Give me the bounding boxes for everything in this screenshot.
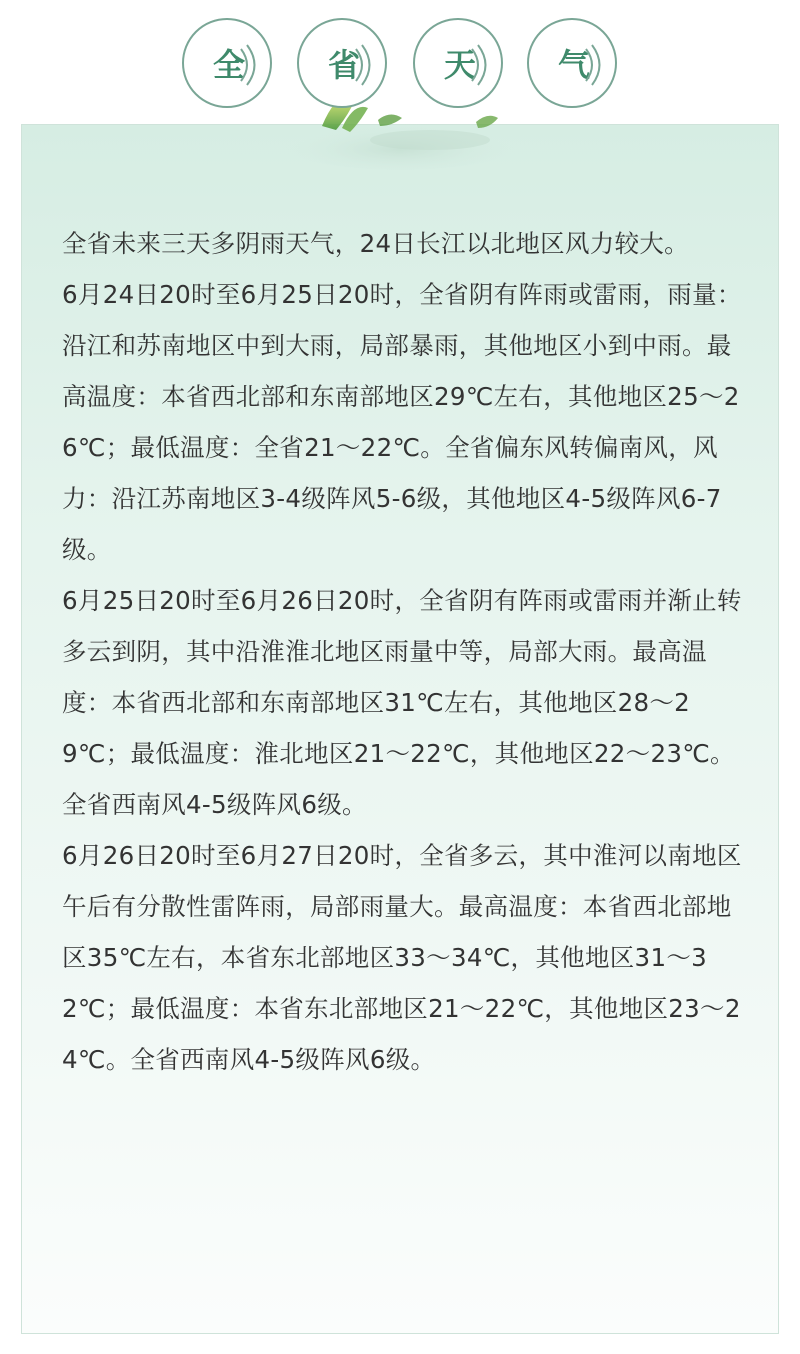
sound-wave-icon [583, 44, 603, 86]
title-char-3: 天 [443, 46, 476, 84]
sound-wave-icon [238, 44, 258, 86]
title-circle-2 [297, 18, 387, 108]
sound-wave-icon [353, 44, 373, 86]
forecast-text [62, 218, 742, 1085]
title-circle-3 [413, 18, 503, 108]
forecast-period-2: 6月25日20时至6月26日20时，全省阴有阵雨或雷雨并渐止转多云到阴，其中沿淮淮北地区雨量中等，局部大雨。最高温度：本省西北部和东南部地区31℃左右，其他地区28～29℃；最低温度：淮北地区21～22℃，其他地区22～23℃。全省西南风4-5级阵风6级。 [62, 586, 742, 819]
forecast-period-3: 6月26日20时至6月27日20时，全省多云，其中淮河以南地区午后有分散性雷阵雨，局部雨量大。最高温度：本省西北部地区35℃左右，本省东北部地区33～34℃，其他地区31～32℃；最低温度：本省东北部地区21～22℃，其他地区23～24℃。全省西南风4-5级阵风6级。 [62, 841, 742, 1074]
title-banner [0, 18, 800, 118]
forecast-period-1: 6月24日20时至6月25日20时，全省阴有阵雨或雷雨，雨量：沿江和苏南地区中到大雨，局部暴雨，其他地区小到中雨。最高温度：本省西北部和东南部地区29℃左右，其他地区25～26℃；最低温度：全省21～22℃。全省偏东风转偏南风，风力：沿江苏南地区3-4级阵风5-6级，其他地区4-5级阵风6-7级。 [62, 280, 742, 564]
title-char-2: 省 [327, 46, 360, 84]
title-char-1: 全 [212, 46, 245, 84]
sound-wave-icon [469, 44, 489, 86]
forecast-summary: 全省未来三天多阴雨天气，24日长江以北地区风力较大。 [62, 229, 689, 258]
title-char-4: 气 [557, 46, 590, 84]
title-circle-4 [527, 18, 617, 108]
title-circle-1 [182, 18, 272, 108]
